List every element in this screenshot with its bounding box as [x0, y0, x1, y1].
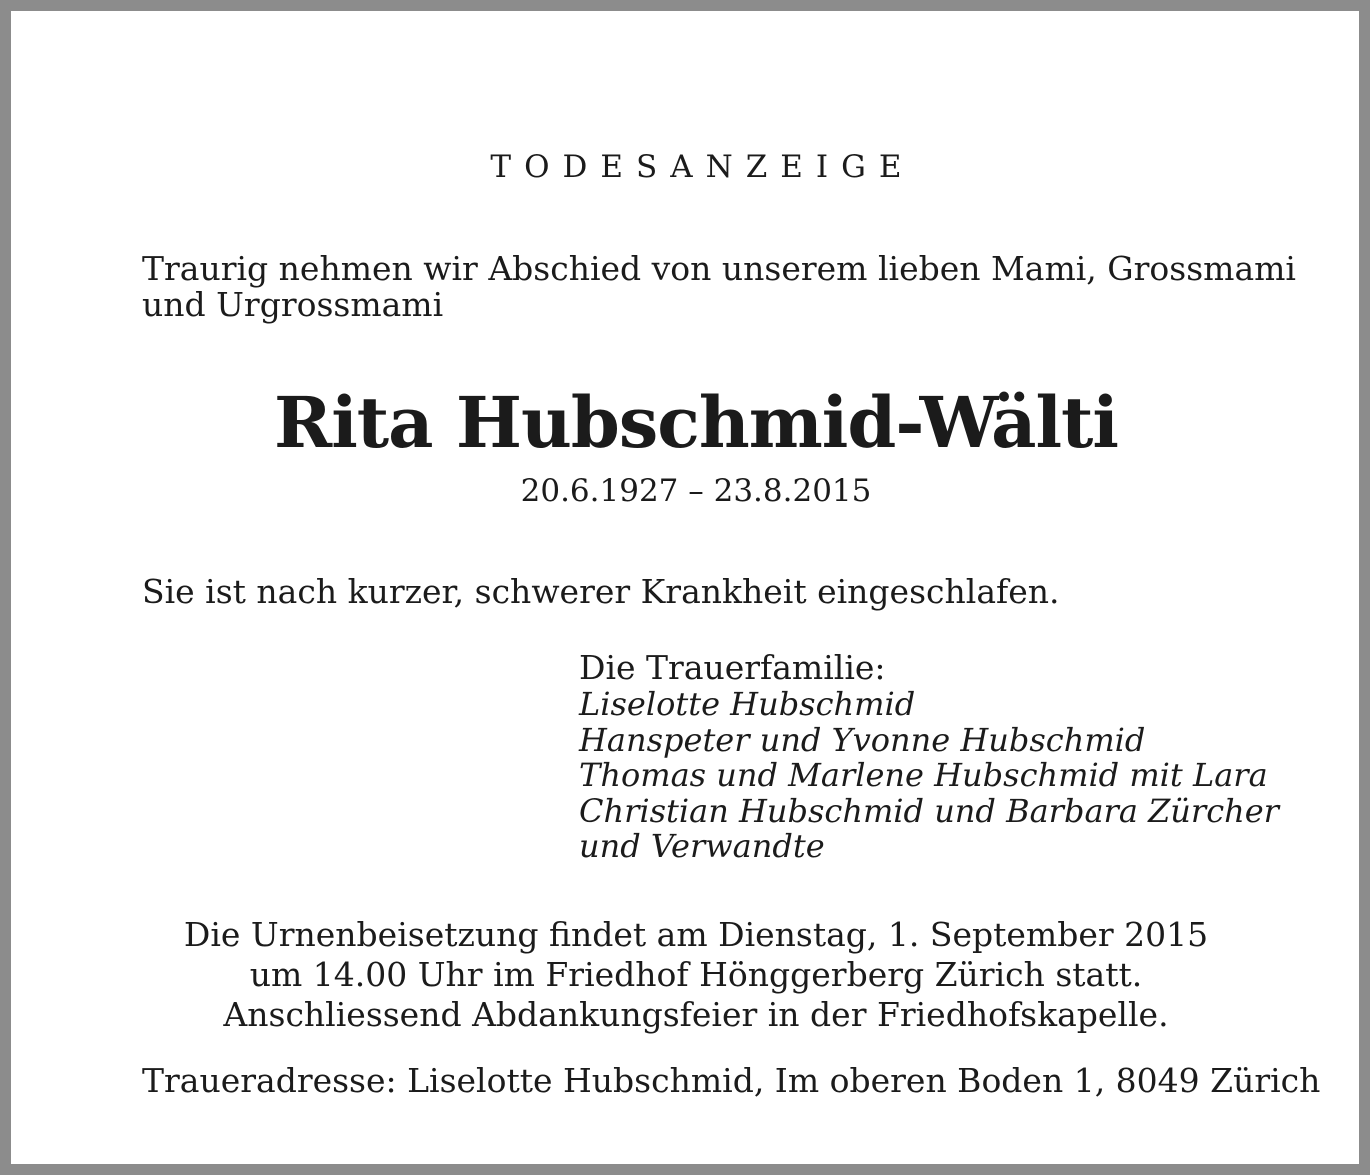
family-member: und Verwandte [579, 827, 825, 865]
family-section [579, 649, 1299, 865]
service-line: um 14.00 Uhr im Friedhof Hönggerberg Zürich statt. [249, 955, 1143, 994]
intro-text [142, 249, 1296, 324]
family-member: Christian Hubschmid und Barbara Zürcher [579, 791, 1279, 830]
notice-heading: TODESANZEIGE [490, 149, 915, 185]
deceased-name: Rita Hubschmid-Wälti [274, 381, 1118, 464]
family-label: Die Trauerfamilie: [579, 648, 886, 687]
family-member: Thomas und Marlene Hubschmid mit Lara [579, 756, 1268, 794]
service-line: Anschliessend Abdankungsfeier in der Friedhofskapelle. [223, 995, 1169, 1034]
family-list [579, 687, 1299, 865]
family-member: Liselotte Hubschmid [579, 685, 916, 723]
mourning-address: Traueradresse: Liselotte Hubschmid, Im oberen Boden 1, 8049 Zürich [142, 1061, 1321, 1100]
service-line: Die Urnenbeisetzung findet am Dienstag, 1. September 2015 [183, 915, 1209, 954]
life-dates: 20.6.1927 – 23.8.2015 [520, 473, 872, 509]
family-member: Hanspeter und Yvonne Hubschmid [579, 720, 1146, 759]
service-info [11, 915, 1370, 1035]
intro-line: Traurig nehmen wir Abschied von unserem lieben Mami, Grossmami [142, 249, 1296, 288]
death-statement: Sie ist nach kurzer, schwerer Krankheit eingeschlafen. [142, 572, 1060, 611]
intro-line: und Urgrossmami [142, 285, 444, 324]
